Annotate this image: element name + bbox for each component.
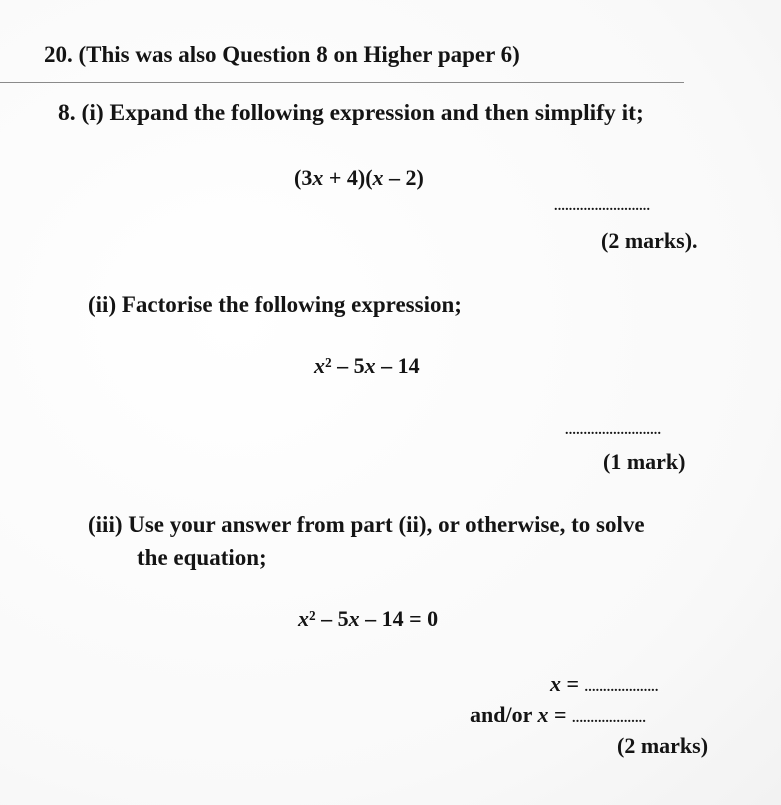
part-i-prompt: 8. (i) Expand the following expression and then simplify it; xyxy=(58,100,644,126)
part-iii-answer1 xyxy=(550,673,659,695)
part-iii-prompt-line1: (iii) Use your answer from part (ii), or otherwise, to solve xyxy=(88,512,645,537)
part-iii-prompt-line2: the equation; xyxy=(137,545,267,570)
part-ii-answer-line[interactable]: .......................... xyxy=(565,423,662,438)
answer1-line[interactable]: .................... xyxy=(584,680,659,695)
answer2-line[interactable]: .................... xyxy=(572,711,647,726)
part-i-answer-line[interactable]: .......................... xyxy=(554,199,651,214)
part-iii-equation: x² – 5x – 14 = 0 xyxy=(298,606,439,631)
answer2-label: and/or x = xyxy=(470,702,567,727)
part-i-marks: (2 marks). xyxy=(601,228,698,253)
header-divider xyxy=(0,82,684,83)
part-ii-prompt: (ii) Factorise the following expression; xyxy=(88,292,462,317)
part-i-expression: (3x + 4)(x – 2) xyxy=(294,165,424,190)
part-iii-answer2 xyxy=(470,704,646,726)
part-iii-marks: (2 marks) xyxy=(617,733,709,758)
section-header: 20. (This was also Question 8 on Higher paper 6) xyxy=(44,42,520,67)
answer1-label: x = xyxy=(550,671,580,696)
part-ii-expression: x² – 5x – 14 xyxy=(314,353,420,378)
part-ii-marks: (1 mark) xyxy=(603,449,686,474)
